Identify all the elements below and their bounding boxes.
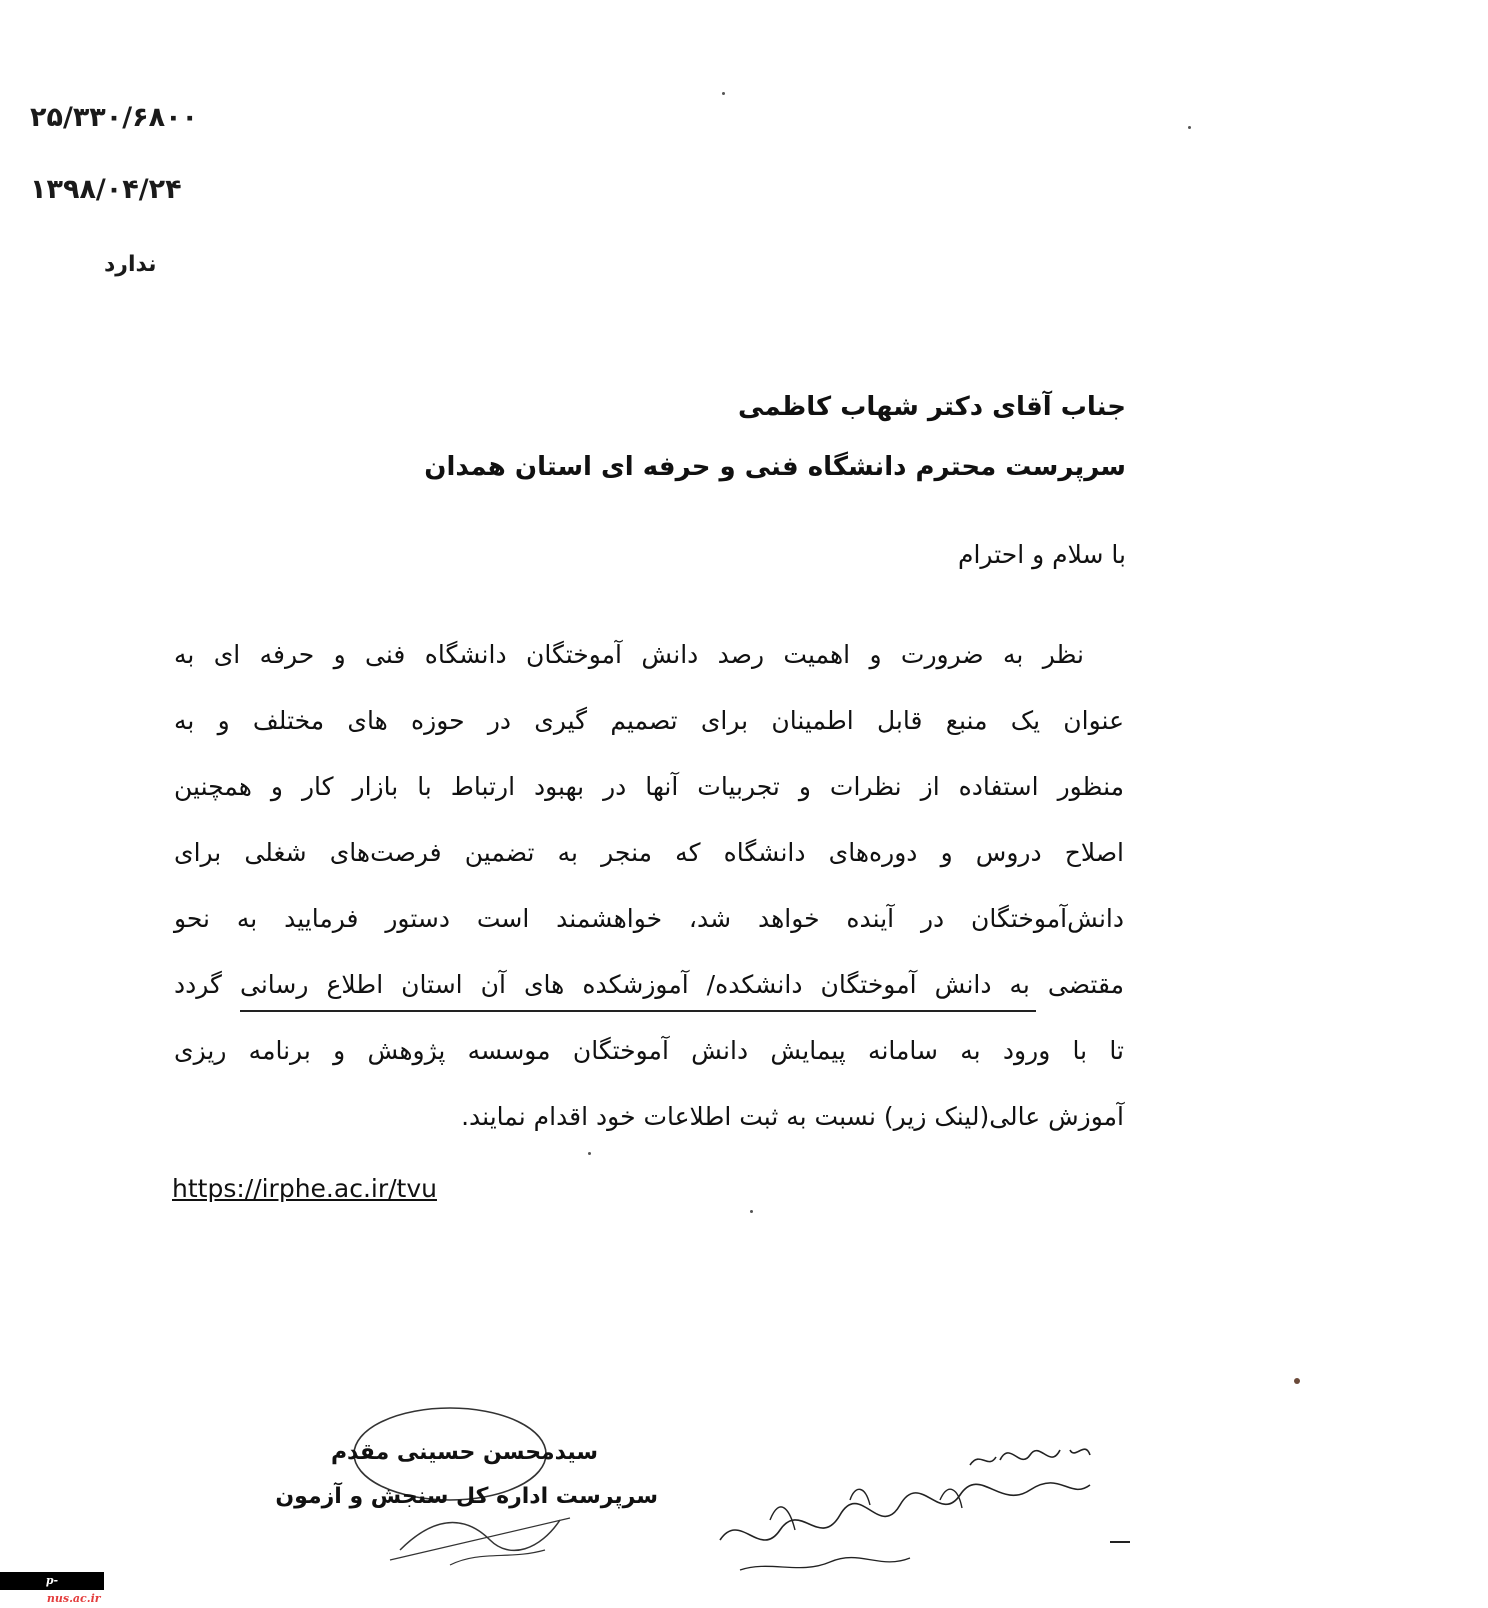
letter-date: ۱۳۹۸/۰۴/۲۴ (30, 174, 182, 205)
addressee-title: سرپرست محترم دانشگاه فنی و حرفه ای استان همدان (424, 452, 1126, 482)
letter-body (174, 622, 1124, 1150)
body-line: دانش‌آموختگان در آینده خواهد شد، خواهشمند است دستور فرمایید به نحو (174, 904, 1124, 933)
body-underline (240, 1010, 1036, 1012)
body-line: تا با ورود به سامانه پیمایش دانش آموختگان موسسه پژوهش و برنامه ریزی (174, 1036, 1124, 1065)
body-line: اصلاح دروس و دوره‌های دانشگاه که منجر به تضمین فرصت‌های شغلی برای (174, 838, 1124, 867)
addressee-name: جناب آقای دکتر شهاب کاظمی (738, 392, 1126, 422)
survey-link[interactable]: https://irphe.ac.ir/tvu (172, 1174, 437, 1203)
watermark-prefix: p-jajarm. (3, 1574, 59, 1605)
scan-speck (1188, 126, 1191, 129)
greeting: با سلام و احترام (958, 540, 1126, 569)
body-line: منظور استفاده از نظرات و تجربیات آنها در بهبود ارتباط با بازار کار و همچنین (174, 772, 1124, 801)
scan-speck (750, 1210, 753, 1213)
body-line: عنوان یک منبع قابل اطمینان برای تصمیم گیری در حوزه های مختلف و به (174, 706, 1124, 735)
attachment-status: ندارد (104, 252, 157, 277)
scan-speck (588, 1152, 591, 1155)
body-line: آموزش عالی(لینک زیر) نسبت به ثبت اطلاعات خود اقدام نمایند. (461, 1102, 1124, 1131)
letter-number: ۲۵/۳۳۰/۶۸۰۰ (30, 102, 199, 133)
signatory-title: سرپرست اداره کل سنجش و آزمون (275, 1484, 658, 1509)
signatory-name: سیدمحسن حسینی مقدم (330, 1440, 598, 1465)
body-line: نظر به ضرورت و اهمیت رصد دانش آموختگان دانشگاه فنی و حرفه ای به (174, 640, 1084, 669)
scan-speck (1294, 1378, 1300, 1384)
body-line: مقتضی به دانش آموختگان دانشکده/ آموزشکده های آن استان اطلاع رسانی گردد (174, 970, 1124, 999)
scan-speck (722, 92, 725, 95)
handwritten-annotation (700, 1430, 1140, 1580)
watermark-accent: nus.ac.ir (46, 1592, 101, 1605)
site-watermark (0, 1572, 104, 1605)
